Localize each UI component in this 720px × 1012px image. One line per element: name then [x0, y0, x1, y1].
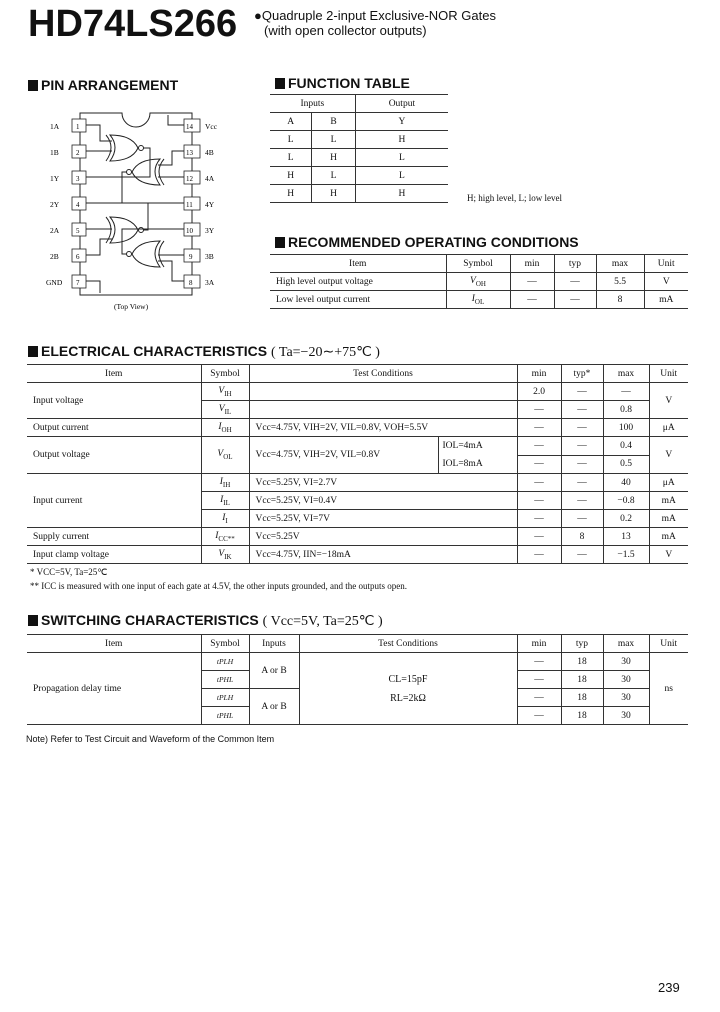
sym-letter: I [218, 421, 222, 432]
ec-col-symbol: Symbol [201, 365, 249, 383]
roc-unit: V [644, 273, 688, 291]
sw-col-max: max [603, 635, 649, 653]
roc-unit: mA [644, 291, 688, 309]
sw-conditions [299, 653, 517, 725]
table-row [270, 185, 448, 203]
table-row [27, 383, 688, 401]
table-row [27, 528, 688, 546]
ft-cell: L [270, 149, 312, 167]
pin-num-4: 4 [76, 201, 80, 209]
ft-cell: H [312, 149, 355, 167]
ec-typ: 8 [561, 528, 603, 546]
sw-max: 30 [603, 689, 649, 707]
ec-unit: mA [649, 528, 688, 546]
ec-min: — [517, 510, 561, 528]
ec-typ: — [561, 492, 603, 510]
footer-note: Note) Refer to Test Circuit and Waveform of the Common Item [26, 734, 275, 744]
pin-name-4B: 4B [205, 148, 214, 157]
ec-output-current: Output current [27, 419, 201, 437]
ec-typ: — [561, 437, 603, 456]
sw-col-symbol: Symbol [201, 635, 249, 653]
sw-col-unit: Unit [649, 635, 688, 653]
sym-letter: I [219, 476, 223, 487]
sw-min: — [517, 707, 561, 725]
ec-cond: Vcc=5.25V [249, 528, 517, 546]
pin-num-3: 3 [76, 175, 80, 183]
ec-cond-vol-c1: IOL=4mA [442, 441, 483, 451]
section-square-icon [28, 346, 38, 357]
pin-name-1B: 1B [50, 148, 59, 157]
sw-inputs: A or B [249, 689, 299, 725]
ec-sym-vik [201, 546, 249, 564]
sw-typ: 18 [561, 689, 603, 707]
ec-unit: V [649, 383, 688, 419]
roc-col-min: min [510, 255, 554, 273]
sym-sub: CC** [218, 534, 235, 543]
function-table-heading-text: FUNCTION TABLE [288, 75, 410, 91]
sw-sym: tPHL [201, 707, 249, 725]
pin-name-1A: 1A [50, 122, 60, 131]
ft-col-a: A [270, 113, 312, 131]
ft-output-header: Output [355, 95, 448, 113]
ft-cell: L [270, 131, 312, 149]
pin-num-1: 1 [76, 123, 80, 131]
sym-sub: IH [224, 389, 232, 398]
ec-col-min: min [517, 365, 561, 383]
table-row [270, 291, 688, 309]
ec-cond: Vcc=5.25V, VI=7V [249, 510, 517, 528]
sym-letter: V [218, 548, 225, 559]
sw-sym: tPHL [201, 671, 249, 689]
sym-letter: V [218, 403, 225, 414]
ec-max: 13 [603, 528, 649, 546]
ec-input-voltage: Input voltage [27, 383, 201, 419]
ec-cond: Vcc=5.25V, VI=2.7V [249, 474, 517, 492]
ec-unit: μA [649, 419, 688, 437]
sw-item: Propagation delay time [27, 653, 201, 725]
sym-sub: IK [224, 552, 232, 561]
roc-sym-sub: OH [475, 279, 486, 288]
ec-max: 40 [603, 474, 649, 492]
sw-col-min: min [517, 635, 561, 653]
roc-symbol [446, 291, 510, 309]
roc-sym-letter: V [470, 275, 476, 286]
ec-unit: V [649, 546, 688, 564]
sw-max: 30 [603, 671, 649, 689]
ec-cond: Vcc=5.25V, VI=0.4V [249, 492, 517, 510]
ec-typ: — [561, 546, 603, 564]
ec-sym-iih [201, 474, 249, 492]
pin-num-11: 11 [186, 201, 193, 209]
pin-num-10: 10 [186, 227, 193, 235]
ec-min: — [517, 419, 561, 437]
ec-min: — [517, 437, 561, 456]
roc-typ: — [554, 273, 596, 291]
sym-sub: I [225, 516, 228, 525]
ec-min: — [517, 492, 561, 510]
sw-col-inputs: Inputs [249, 635, 299, 653]
sym-sub: IH [222, 480, 231, 489]
sw-sym: tPLH [201, 689, 249, 707]
sw-min: — [517, 653, 561, 671]
ec-max: −0.8 [603, 492, 649, 510]
pin-num-14: 14 [186, 123, 193, 131]
ft-cell: L [355, 149, 448, 167]
roc-item: Low level output current [270, 291, 446, 309]
ec-max: — [603, 383, 649, 401]
pin-name-4A: 4A [205, 174, 215, 183]
sw-max: 30 [603, 653, 649, 671]
ec-cond-empty [249, 383, 517, 401]
ft-cell: L [312, 167, 355, 185]
pin-name-3Y: 3Y [205, 226, 215, 235]
ft-cell: L [355, 167, 448, 185]
switching-heading [28, 612, 383, 630]
sw-sym: tPLH [201, 653, 249, 671]
electrical-heading-text: ELECTRICAL CHARACTERISTICS [41, 343, 268, 359]
sym-sub: OH [221, 425, 232, 434]
pin-name-3A: 3A [205, 278, 215, 287]
ec-min: — [517, 528, 561, 546]
function-table-heading [275, 75, 410, 91]
table-row [270, 149, 448, 167]
page-number: 239 [658, 980, 680, 995]
ec-cond-vol [249, 437, 517, 474]
ft-cell: H [270, 167, 312, 185]
ft-cell: L [312, 131, 355, 149]
sym-sub: OL [223, 452, 233, 461]
roc-col-unit: Unit [644, 255, 688, 273]
ft-cell: H [270, 185, 312, 203]
section-square-icon [28, 80, 38, 91]
ec-cond: Vcc=4.75V, VIH=2V, VIL=0.8V, VOH=5.5V [249, 419, 517, 437]
sw-col-item: Item [27, 635, 201, 653]
roc-min: — [510, 291, 554, 309]
ec-cond-vol-c2: IOL=8mA [442, 459, 483, 469]
ft-cell: H [355, 131, 448, 149]
section-square-icon [28, 615, 38, 626]
sw-col-conditions: Test Conditions [299, 635, 517, 653]
electrical-heading [28, 343, 380, 361]
pin-num-7: 7 [76, 279, 80, 287]
table-row [27, 474, 688, 492]
pin-name-2A: 2A [50, 226, 60, 235]
ec-sym-ii [201, 510, 249, 528]
table-row [27, 419, 688, 437]
section-square-icon [275, 78, 285, 89]
roc-typ: — [554, 291, 596, 309]
ec-max: 100 [603, 419, 649, 437]
table-row [270, 131, 448, 149]
ec-max: 0.8 [603, 401, 649, 419]
ec-typ: — [561, 401, 603, 419]
ec-sym-ioh [201, 419, 249, 437]
roc-symbol [446, 273, 510, 291]
ec-unit: V [649, 437, 688, 474]
roc-max: 8 [596, 291, 644, 309]
ec-min: — [517, 546, 561, 564]
roc-item: High level output voltage [270, 273, 446, 291]
ft-col-b: B [312, 113, 355, 131]
pin-name-2Y: 2Y [50, 200, 60, 209]
ec-max: −1.5 [603, 546, 649, 564]
pin-num-5: 5 [76, 227, 80, 235]
ec-typ: — [561, 510, 603, 528]
ec-cond: Vcc=4.75V, IIN=−18mA [249, 546, 517, 564]
pin-arrangement-heading [28, 77, 178, 93]
top-view-caption: (Top View) [114, 302, 149, 311]
subtitle-line1: ●Quadruple 2-input Exclusive-NOR Gates [254, 8, 496, 23]
pin-name-2B: 2B [50, 252, 59, 261]
sw-cond-cl: CL=15pF [388, 673, 428, 685]
pin-name-3B: 3B [205, 252, 214, 261]
ec-col-typ: typ* [561, 365, 603, 383]
subtitle [254, 8, 496, 38]
ec-cond-empty [249, 401, 517, 419]
ec-footnote-2: ** ICC is measured with one input of each gate at 4.5V, the other inputs grounded, and the outputs open. [30, 581, 408, 591]
roc-max: 5.5 [596, 273, 644, 291]
ec-col-item: Item [27, 365, 201, 383]
sw-cond-rl: RL=2kΩ [390, 692, 426, 704]
roc-col-symbol: Symbol [446, 255, 510, 273]
roc-sym-sub: OL [474, 297, 485, 306]
sym-letter: V [218, 385, 225, 396]
recommended-heading-text: RECOMMENDED OPERATING CONDITIONS [288, 234, 579, 250]
roc-col-typ: typ [554, 255, 596, 273]
sw-max: 30 [603, 707, 649, 725]
ec-footnote-1: * VCC=5V, Ta=25℃ [30, 567, 108, 577]
pin-name-GND: GND [46, 278, 63, 287]
sw-typ: 18 [561, 707, 603, 725]
ec-output-voltage: Output voltage [27, 437, 201, 474]
pin-arrangement-heading-text: PIN ARRANGEMENT [41, 77, 179, 93]
pin-name-Vcc: Vcc [205, 122, 218, 131]
ec-min: — [517, 401, 561, 419]
sw-typ: 18 [561, 671, 603, 689]
ec-input-clamp: Input clamp voltage [27, 546, 201, 564]
recommended-table [270, 254, 688, 309]
ec-supply-current: Supply current [27, 528, 201, 546]
function-table-legend: H; high level, L; low level [467, 193, 562, 203]
pin-num-8: 8 [189, 279, 193, 287]
ec-unit: mA [649, 510, 688, 528]
sym-sub: IL [224, 407, 232, 416]
ec-typ: — [561, 383, 603, 401]
ec-cond-vol-main: Vcc=4.75V, VIH=2V, VIL=0.8V [255, 450, 381, 460]
sw-col-typ: typ [561, 635, 603, 653]
ec-max: 0.5 [603, 455, 649, 474]
ec-col-conditions: Test Conditions [249, 365, 517, 383]
roc-col-max: max [596, 255, 644, 273]
subtitle-line2: (with open collector outputs) [264, 23, 427, 38]
ec-sym-vil [201, 401, 249, 419]
pin-name-4Y: 4Y [205, 200, 215, 209]
part-number-title: HD74LS266 [28, 3, 238, 45]
sw-min: — [517, 671, 561, 689]
ft-cell: H [312, 185, 355, 203]
pin-name-1Y: 1Y [50, 174, 60, 183]
function-table [270, 94, 448, 203]
ec-max: 0.2 [603, 510, 649, 528]
electrical-condition: ( Ta=−20∼+75℃ ) [270, 345, 380, 360]
electrical-table [27, 364, 688, 564]
sw-min: — [517, 689, 561, 707]
switching-table [27, 634, 688, 725]
roc-col-item: Item [270, 255, 446, 273]
table-row [270, 273, 688, 291]
roc-min: — [510, 273, 554, 291]
sym-letter: I [220, 494, 224, 505]
sym-letter: I [215, 530, 219, 541]
ec-typ: — [561, 455, 603, 474]
ft-col-y: Y [355, 113, 448, 131]
ec-col-unit: Unit [649, 365, 688, 383]
sym-letter: V [217, 449, 224, 460]
pin-num-13: 13 [186, 149, 193, 157]
ec-col-max: max [603, 365, 649, 383]
xnor-gate-icons [86, 115, 184, 293]
ec-typ: — [561, 419, 603, 437]
sw-unit: ns [649, 653, 688, 725]
table-row [27, 437, 688, 456]
sym-sub: IL [223, 498, 230, 507]
ec-min: 2.0 [517, 383, 561, 401]
pin-num-9: 9 [189, 253, 193, 261]
ft-cell: H [355, 185, 448, 203]
ec-sym-vih [201, 383, 249, 401]
ec-sym-vol [201, 437, 249, 474]
pin-num-2: 2 [76, 149, 80, 157]
sw-typ: 18 [561, 653, 603, 671]
switching-condition: ( Vcc=5V, Ta=25℃ ) [262, 614, 383, 629]
table-row [27, 546, 688, 564]
ec-min: — [517, 474, 561, 492]
sw-inputs: A or B [249, 653, 299, 689]
pin-num-12: 12 [186, 175, 193, 183]
ec-typ: — [561, 474, 603, 492]
ec-unit: mA [649, 492, 688, 510]
ec-unit: μA [649, 474, 688, 492]
ft-inputs-header: Inputs [270, 95, 355, 113]
ec-min: — [517, 455, 561, 474]
pin-num-6: 6 [76, 253, 80, 261]
ec-max: 0.4 [603, 437, 649, 456]
pin-diagram [40, 105, 240, 315]
ec-sym-iil [201, 492, 249, 510]
sym-letter: I [222, 512, 226, 523]
section-square-icon [275, 237, 285, 248]
ec-sym-icc [201, 528, 249, 546]
ec-input-current: Input current [27, 474, 201, 528]
table-row [270, 167, 448, 185]
roc-sym-letter: I [471, 293, 475, 304]
table-row [27, 653, 688, 671]
switching-heading-text: SWITCHING CHARACTERISTICS [41, 612, 259, 628]
recommended-heading [275, 234, 579, 250]
